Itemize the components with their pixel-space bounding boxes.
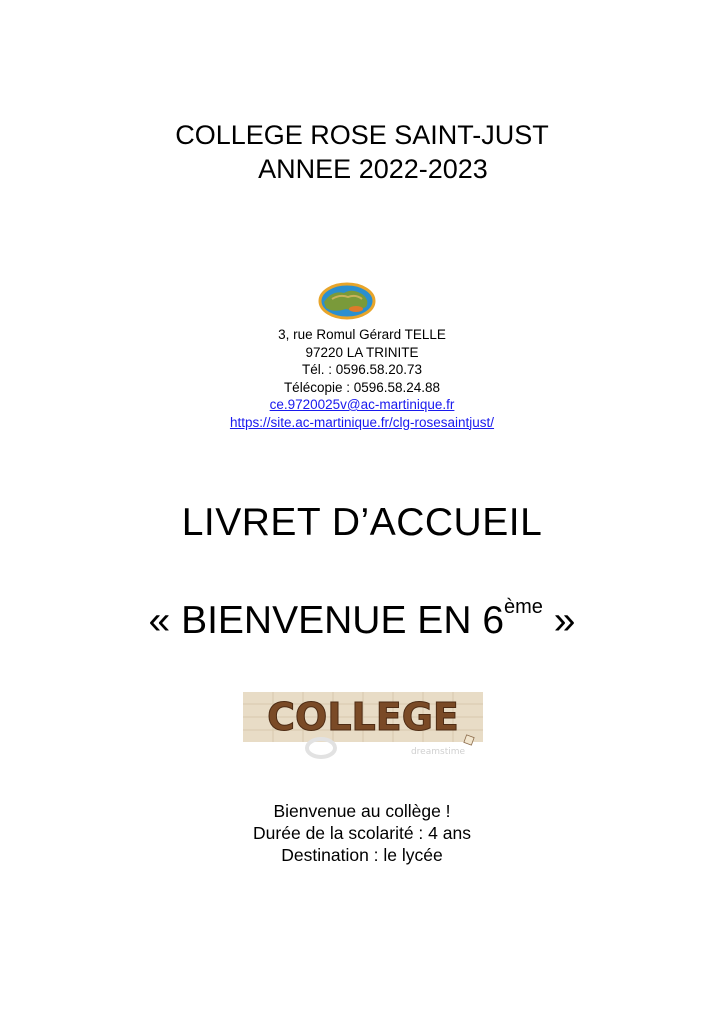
footer-text [0,800,724,866]
school-name: COLLEGE ROSE SAINT-JUST [175,120,549,150]
school-year: ANNEE 2022-2023 [258,154,488,184]
address-fax: Télécopie : 0596.58.24.88 [283,379,441,395]
college-banner-word: COLLEGE [267,695,459,739]
footer-duration: Durée de la scolarité : 4 ans [253,823,471,843]
school-header [0,118,724,186]
banner-watermark: dreamstime [410,747,466,757]
website-link[interactable]: https://site.ac-martinique.fr/clg-rosesaintjust/ [229,414,495,430]
welcome-title-superscript: ème [504,596,543,618]
footer-destination: Destination : le lycée [281,845,443,865]
address-street: 3, rue Romul Gérard TELLE [278,327,446,342]
address-block [0,326,724,431]
college-banner-image [243,692,483,762]
address-city: 97220 LA TRINITE [305,344,419,360]
booklet-title: LIVRET D’ACCUEIL [181,501,543,544]
school-logo-icon [318,282,376,320]
email-link[interactable]: ce.9720025v@ac-martinique.fr [269,397,455,412]
welcome-title-close: » [542,599,576,642]
welcome-title-main: « BIENVENUE EN 6 [148,599,505,642]
footer-welcome: Bienvenue au collège ! [273,801,451,821]
welcome-title [0,596,724,646]
address-phone: Tél. : 0596.58.20.73 [301,362,423,377]
